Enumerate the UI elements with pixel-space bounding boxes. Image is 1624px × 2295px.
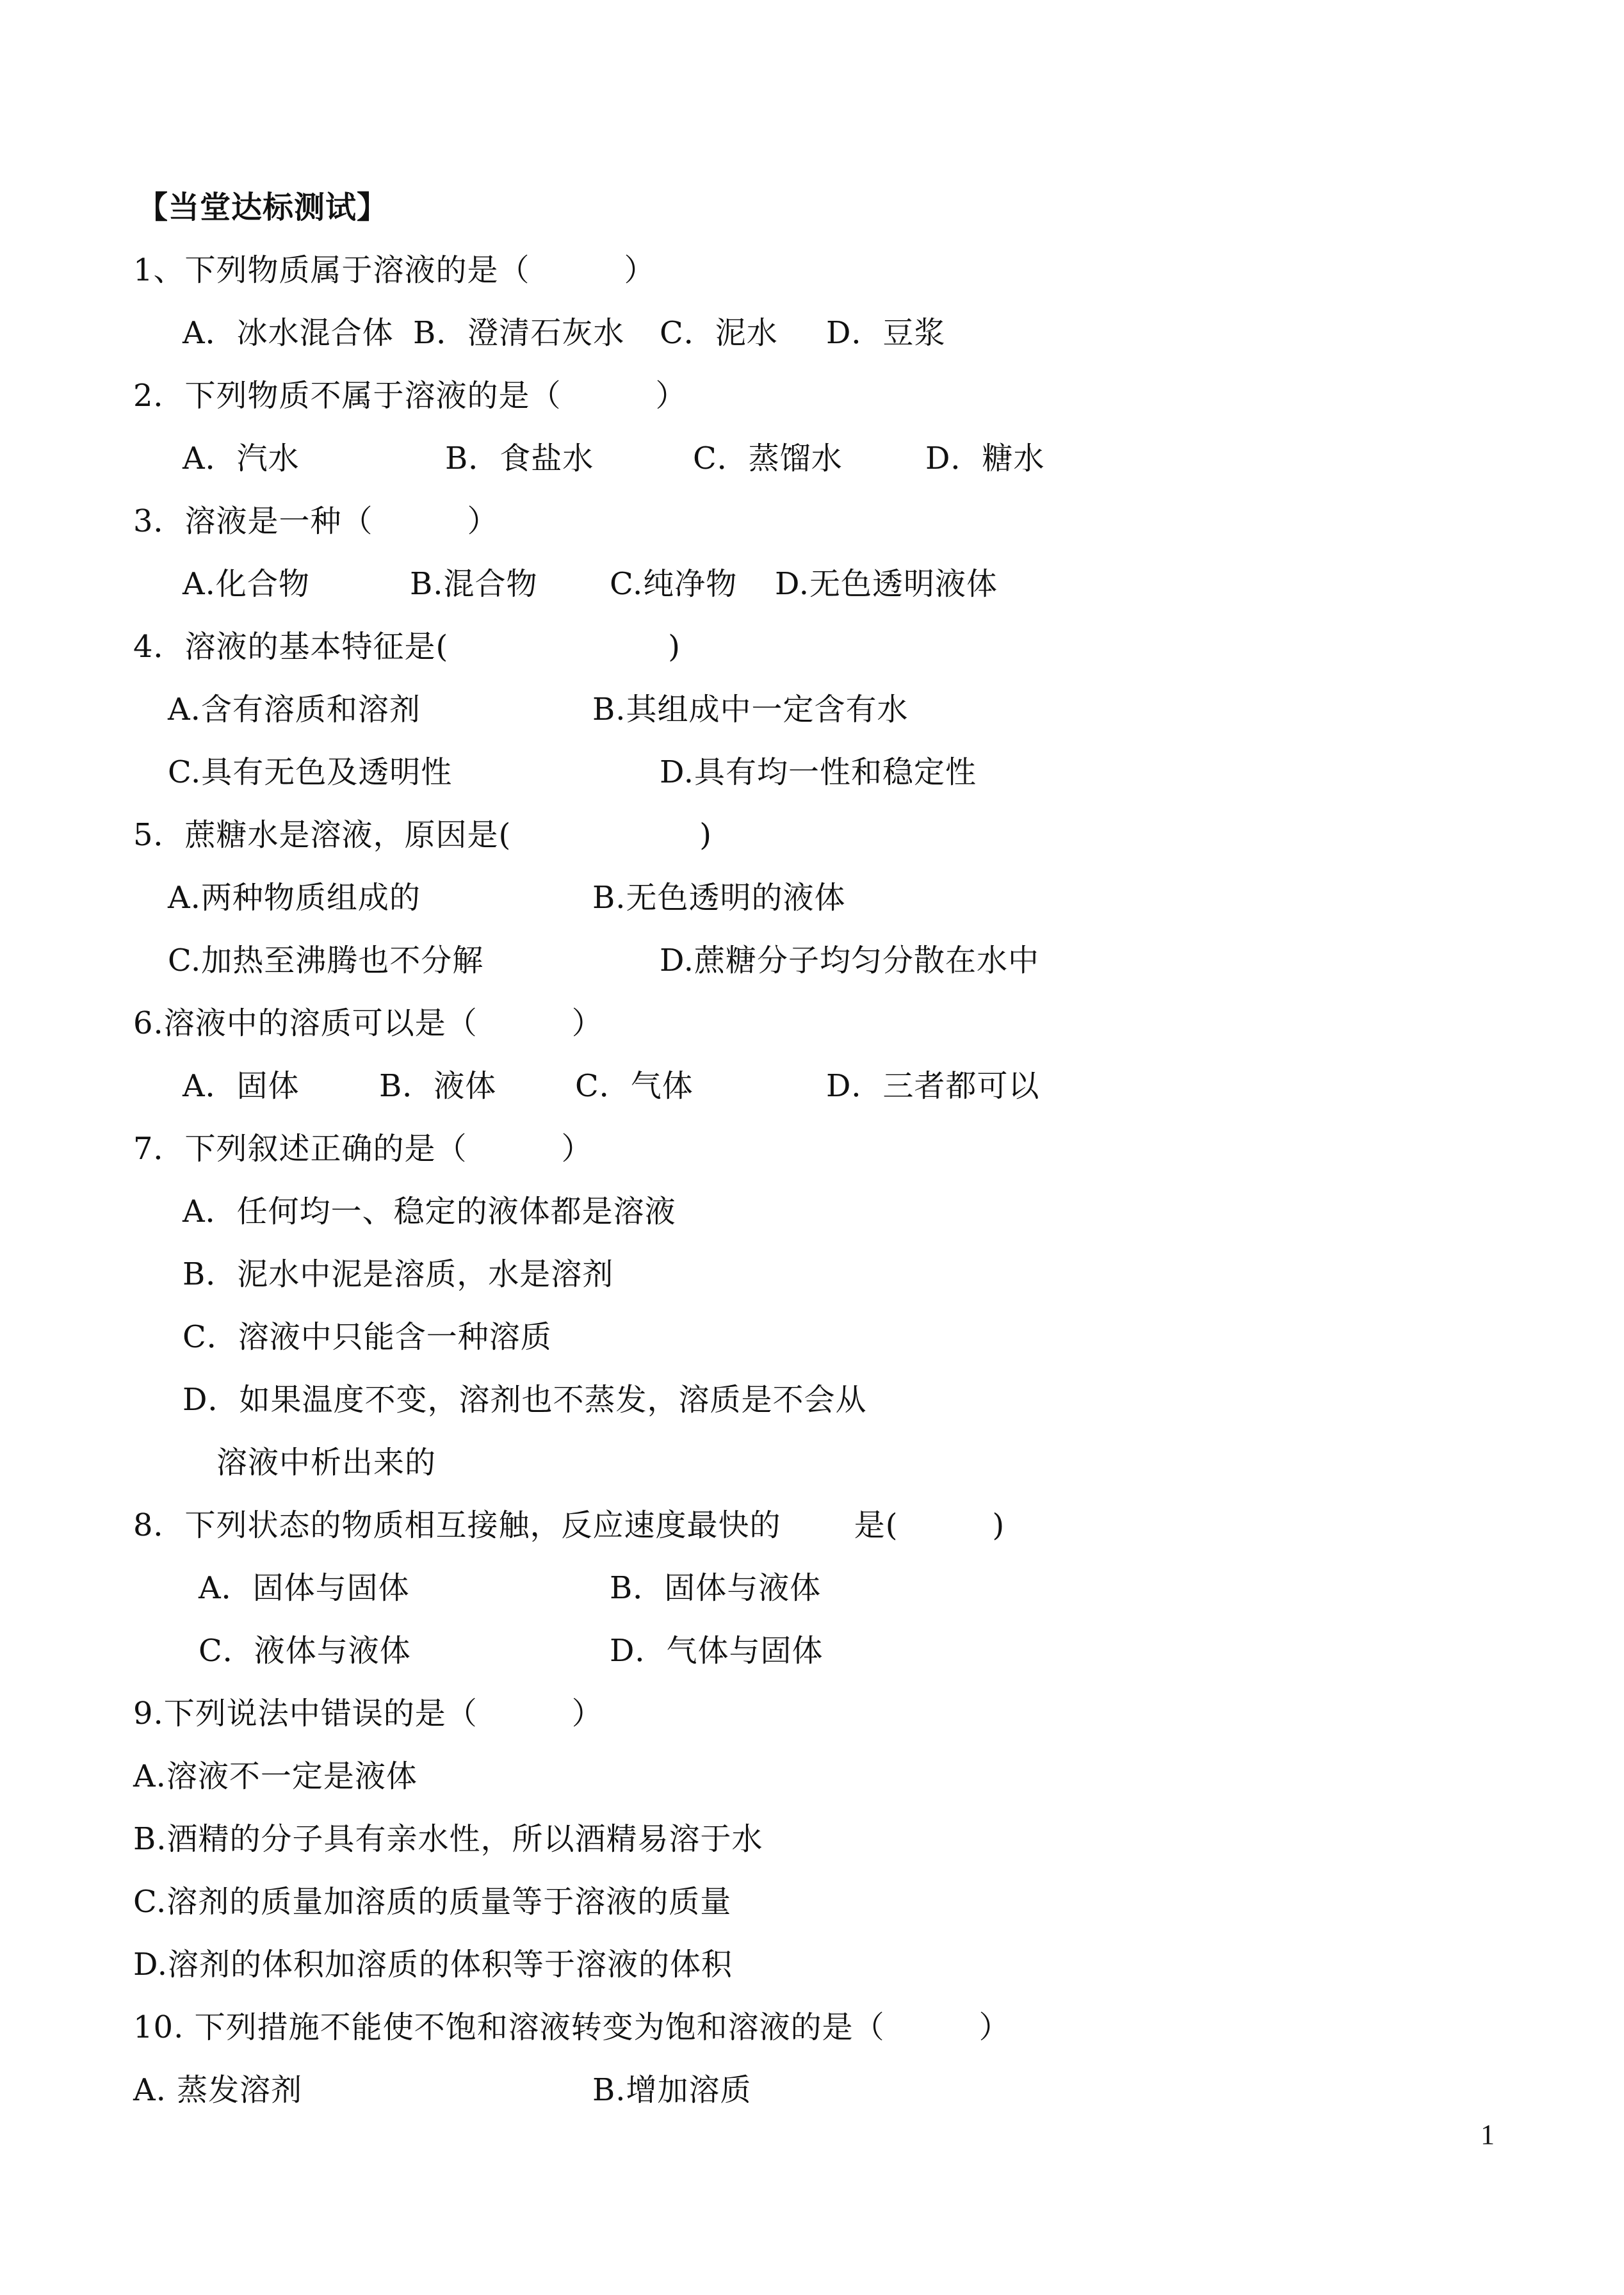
q7-option-d: D．如果温度不变，溶剂也不蒸发，溶质是不会从	[183, 1382, 867, 1418]
q5-option-b: B.无色透明的液体	[592, 880, 846, 916]
q9-option-a: A.溶液不一定是液体	[133, 1758, 418, 1794]
q4-option-a: A.含有溶质和溶剂	[168, 692, 421, 727]
q3-option-c: C.纯净物	[610, 566, 738, 602]
q6-option-a: A．固体	[183, 1068, 300, 1104]
q2-option-b: B．食盐水	[445, 441, 594, 476]
q7-option-b: B．泥水中泥是溶质，水是溶剂	[183, 1256, 614, 1292]
q1-option-d: D．豆浆	[826, 315, 946, 351]
q5-option-d: D.蔗糖分子均匀分散在水中	[660, 943, 1040, 978]
q10-option-b: B.增加溶质	[592, 2072, 752, 2108]
q6-option-c: C．气体	[575, 1068, 694, 1104]
question-3-stem: 3．溶液是一种（ ）	[133, 503, 499, 539]
q10-option-a: A. 蒸发溶剂	[133, 2072, 303, 2108]
q7-option-c: C．溶液中只能含一种溶质	[183, 1319, 552, 1355]
section-title: 【当堂达标测试】	[137, 190, 389, 225]
q5-option-a: A.两种物质组成的	[168, 880, 421, 916]
q8-option-b: B．固体与液体	[610, 1570, 822, 1606]
q9-option-b: B.酒精的分子具有亲水性，所以酒精易溶于水	[133, 1821, 763, 1857]
q4-option-d: D.具有均一性和稳定性	[660, 754, 977, 790]
question-5-stem: 5．蔗糖水是溶液，原因是( )	[133, 817, 712, 853]
q9-option-c: C.溶剂的质量加溶质的质量等于溶液的质量	[133, 1884, 732, 1920]
q6-option-b: B．液体	[379, 1068, 497, 1104]
question-1-stem: 1、下列物质属于溶液的是（ ）	[133, 252, 656, 288]
q2-option-a: A．汽水	[183, 441, 300, 476]
q7-option-a: A．任何均一、稳定的液体都是溶液	[183, 1194, 676, 1229]
q7-option-d-continued: 溶液中析出来的	[216, 1445, 437, 1480]
q4-option-c: C.具有无色及透明性	[168, 754, 453, 790]
q8-option-c: C．液体与液体	[199, 1633, 411, 1669]
q1-option-b: B．澄清石灰水	[413, 315, 625, 351]
q3-option-d: D.无色透明液体	[775, 566, 998, 602]
question-7-stem: 7．下列叙述正确的是（ ）	[133, 1131, 593, 1167]
question-4-stem: 4．溶液的基本特征是( )	[133, 629, 681, 665]
q9-option-d: D.溶剂的体积加溶质的体积等于溶液的体积	[133, 1947, 733, 1983]
q3-option-a: A.化合物	[183, 566, 310, 602]
q6-option-d: D．三者都可以	[826, 1068, 1040, 1104]
q2-option-c: C．蒸馏水	[693, 441, 843, 476]
question-10-stem: 10. 下列措施不能使不饱和溶液转变为饱和溶液的是（ ）	[133, 2009, 1011, 2045]
q4-option-b: B.其组成中一定含有水	[592, 692, 909, 727]
page-number: 1	[1481, 2119, 1495, 2150]
question-8-stem: 8．下列状态的物质相互接触，反应速度最快的 是( )	[133, 1507, 1005, 1543]
question-2-stem: 2．下列物质不属于溶液的是（ ）	[133, 378, 687, 414]
q1-option-c: C．泥水	[660, 315, 778, 351]
q2-option-d: D．糖水	[925, 441, 1045, 476]
q3-option-b: B.混合物	[410, 566, 538, 602]
question-6-stem: 6.溶液中的溶质可以是（ ）	[133, 1005, 603, 1041]
q8-option-a: A．固体与固体	[199, 1570, 410, 1606]
q8-option-d: D．气体与固体	[610, 1633, 824, 1669]
question-9-stem: 9.下列说法中错误的是（ ）	[133, 1696, 603, 1731]
q1-option-a: A．冰水混合体	[183, 315, 394, 351]
q5-option-c: C.加热至沸腾也不分解	[168, 943, 484, 978]
